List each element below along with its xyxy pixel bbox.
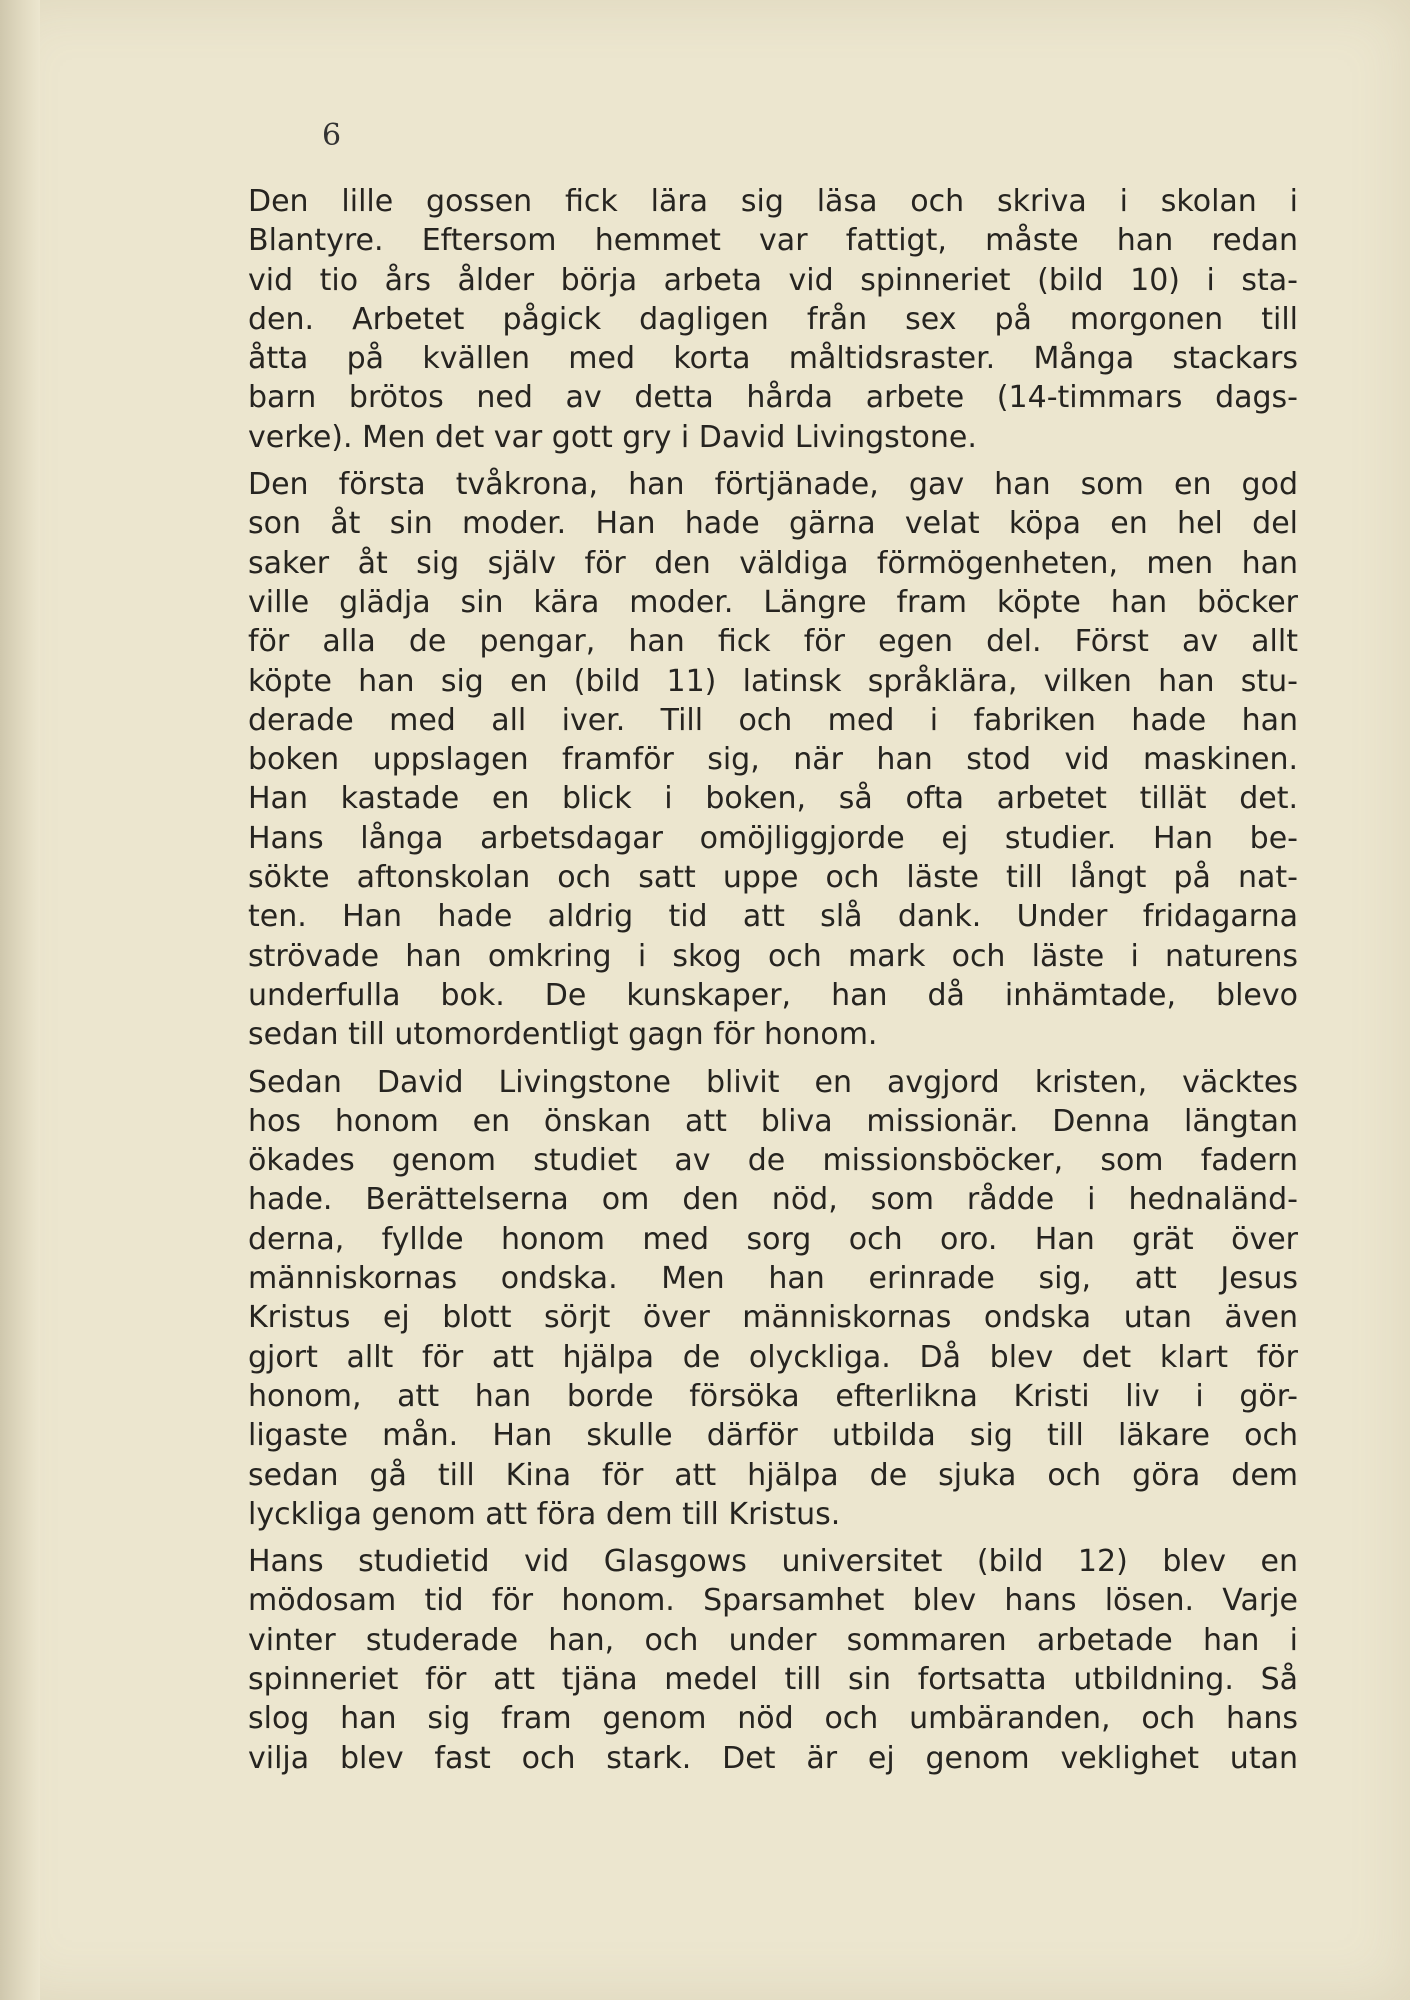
text-line: son åt sin moder. Han hade gärna velat köpa en hel del xyxy=(248,506,1298,542)
text-line: honom, att han borde försöka efterlikna Kristi liv i gör- xyxy=(248,1378,1298,1414)
text-line: lyckliga genom att föra dem till Kristus. xyxy=(248,1496,841,1532)
text-line: slog han sig fram genom nöd och umbäranden, och hans xyxy=(248,1701,1298,1737)
text-line: människornas ondska. Men han erinrade sig, att Jesus xyxy=(248,1261,1298,1297)
text-line: gjort allt för att hjälpa de olyckliga. Då blev det klart för xyxy=(248,1339,1298,1375)
text-line: Hans långa arbetsdagar omöjliggjorde ej studier. Han be- xyxy=(248,820,1298,856)
text-line: Han kastade en blick i boken, så ofta arbetet tillät det. xyxy=(248,781,1298,817)
paragraph-2 xyxy=(248,465,1298,1054)
text-line: sedan gå till Kina för att hjälpa de sjuka och göra dem xyxy=(248,1457,1298,1493)
text-line: barn brötos ned av detta hårda arbete (14-timmars dags- xyxy=(248,380,1298,416)
text-line: hade. Berättelserna om den nöd, som rådde i hednaländ- xyxy=(248,1182,1298,1218)
text-line: för alla de pengar, han fick för egen del. Först av allt xyxy=(248,624,1298,660)
text-line: den. Arbetet pågick dagligen från sex på morgonen till xyxy=(248,301,1298,337)
text-line: boken uppslagen framför sig, när han stod vid maskinen. xyxy=(248,742,1298,778)
text-line: sökte aftonskolan och satt uppe och läste till långt på nat- xyxy=(248,860,1298,896)
text-line: köpte han sig en (bild 11) latinsk språklära, vilken han stu- xyxy=(248,663,1298,699)
text-line: derade med all iver. Till och med i fabriken hade han xyxy=(248,702,1298,738)
paragraph-1 xyxy=(248,182,1298,457)
text-line: hos honom en önskan att bliva missionär. Denna längtan xyxy=(248,1103,1298,1139)
paragraph-3 xyxy=(248,1063,1298,1535)
text-line: Blantyre. Eftersom hemmet var fattigt, måste han redan xyxy=(248,223,1298,259)
text-line: Kristus ej blott sörjt över människornas ondska utan även xyxy=(248,1300,1298,1336)
body-text xyxy=(248,182,1298,1778)
text-line: Den första tvåkrona, han förtjänade, gav han som en god xyxy=(248,467,1298,503)
text-line: ökades genom studiet av de missionsböcker, som fadern xyxy=(248,1143,1298,1179)
text-line: underfulla bok. De kunskaper, han då inhämtade, blevo xyxy=(248,977,1298,1013)
text-line: saker åt sig själv för den väldiga förmögenheten, men han xyxy=(248,545,1298,581)
text-line: ville glädja sin kära moder. Längre fram köpte han böcker xyxy=(248,584,1298,620)
text-line: vilja blev fast och stark. Det är ej genom veklighet utan xyxy=(248,1740,1298,1776)
page-spine-shadow xyxy=(0,0,40,2000)
text-line: mödosam tid för honom. Sparsamhet blev hans lösen. Varje xyxy=(248,1583,1298,1619)
text-line: vinter studerade han, och under sommaren arbetade han i xyxy=(248,1622,1298,1658)
text-line: derna, fyllde honom med sorg och oro. Han grät över xyxy=(248,1221,1298,1257)
text-line: Sedan David Livingstone blivit en avgjord kristen, väcktes xyxy=(248,1064,1298,1100)
text-line: sedan till utomordentligt gagn för honom. xyxy=(248,1017,878,1053)
text-line: Hans studietid vid Glasgows universitet (bild 12) blev en xyxy=(248,1544,1298,1580)
text-line: verke). Men det var gott gry i David Livingstone. xyxy=(248,419,977,455)
text-line: spinneriet för att tjäna medel till sin fortsatta utbildning. Så xyxy=(248,1661,1298,1697)
text-line: strövade han omkring i skog och mark och läste i naturens xyxy=(248,938,1298,974)
page-number: 6 xyxy=(322,118,342,153)
text-line: åtta på kvällen med korta måltidsraster. Många stackars xyxy=(248,341,1298,377)
paragraph-4 xyxy=(248,1542,1298,1778)
text-line: ligaste mån. Han skulle därför utbilda sig till läkare och xyxy=(248,1418,1298,1454)
text-line: vid tio års ålder börja arbeta vid spinneriet (bild 10) i sta- xyxy=(248,262,1298,298)
text-line: Den lille gossen fick lära sig läsa och skriva i skolan i xyxy=(248,184,1298,219)
text-line: ten. Han hade aldrig tid att slå dank. Under fridagarna xyxy=(248,899,1298,935)
